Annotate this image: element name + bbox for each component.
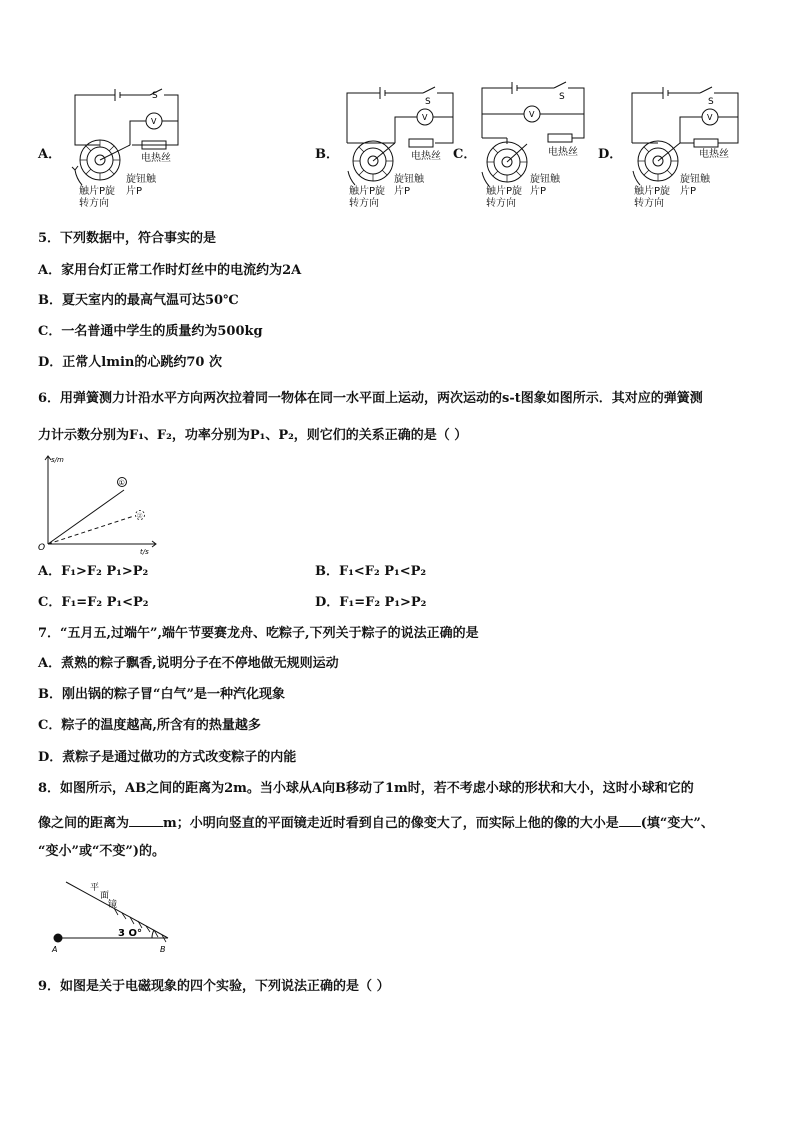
option-c-label: C． [453,147,477,162]
point-b-label: B [160,945,166,954]
knob-label-b-1: 旋钮触 [394,174,424,185]
svg-text:S: S [425,97,431,107]
heater-label-c: 电热丝 [548,147,578,158]
rotate-label-b-1: 触片P旋 [349,186,386,197]
heater-label-d: 电热丝 [699,149,729,160]
q7-option-d: D．煮粽子是通过做功的方式改变粽子的内能 [38,750,297,765]
q8-line2-part1: 像之间的距离为 [38,816,130,831]
q7-option-a: A．煮熟的粽子飘香,说明分子在不停地做无规则运动 [38,656,339,671]
q8-line1: 8．如图所示，AB之间的距离为2m。当小球从A向B移动了1m时，若不考虑小球的形状和大小，这时小球和它的 [38,781,694,796]
knob-label-c-2: 片P [530,186,547,197]
svg-text:V: V [529,110,535,119]
knob-label-d-2: 片P [680,186,697,197]
svg-text:S: S [708,97,714,107]
q7-stem: 7．“五月五,过端午”,端午节要赛龙舟、吃粽子,下列关于粽子的说法正确的是 [38,626,479,641]
knob-label-d-1: 旋钮触 [680,174,710,185]
heater-label-a: 电热丝 [141,153,171,164]
q6-stem-line1: 6．用弹簧测力计沿水平方向两次拉着同一物体在同一水平面上运动，两次运动的s-t图象如图所示．其对应的弹簧测 [38,391,703,406]
ball [54,934,63,943]
q5-option-b: B．夏天室内的最高气温可达50℃ [38,293,239,308]
rotate-label-a-2: 转方向 [79,198,109,209]
point-a-label: A [52,945,58,954]
q6-option-b: B．F₁<F₂ P₁<P₂ [315,564,427,579]
svg-text:S: S [152,91,158,101]
heater-label-b: 电热丝 [411,151,441,162]
option-a-label: A． [38,147,62,162]
knob-label-c-1: 旋钮触 [530,174,560,185]
q6-stem-line2: 力计示数分别为F₁、F₂，功率分别为P₁、P₂，则它们的关系正确的是（ ） [38,428,468,443]
q8-blank-distance[interactable] [129,814,163,827]
graph-line-2 [48,516,134,544]
q8-blank-size[interactable] [619,814,641,827]
q7-option-b: B．刚出锅的粽子冒“白气”是一种汽化现象 [38,687,285,702]
q8-line3: “变小”或“不变”)的。 [38,844,166,859]
mirror-text-2: 面 [100,891,110,901]
rotate-label-d-1: 触片P旋 [634,186,671,197]
q8-line2-part2: m；小明向竖直的平面镜走近时看到自己的像变大了，而实际上他的像的大小是 [163,816,619,831]
q6-option-a: A．F₁>F₂ P₁>P₂ [38,564,149,579]
option-b-label: B． [315,147,339,162]
knob-label-a-2: 片P [126,186,143,197]
rotate-label-a-1: 触片P旋 [79,186,116,197]
mirror-text-1: 平 [90,883,100,893]
st-graph [36,452,166,558]
q6-option-c: C．F₁=F₂ P₁<P₂ [38,595,149,610]
knob-label-a-1: 旋钮触 [126,174,156,185]
graph-x-label: t/s [140,548,149,556]
graph-line1-label: ① [118,479,125,487]
q5-option-d: D．正常人lmin的心跳约70 次 [38,355,222,370]
knob-label-b-2: 片P [394,186,411,197]
angle-label: 3 O° [118,928,142,939]
rotate-label-c-2: 转方向 [486,198,516,209]
q7-option-c: C．粽子的温度越高,所含有的热量越多 [38,718,261,733]
q8-line2-part3: (填“变大”、 [640,816,714,831]
graph-origin: O [38,543,46,553]
rotate-label-d-2: 转方向 [634,198,664,209]
q5-option-a: A．家用台灯正常工作时灯丝中的电流约为2A [38,263,302,278]
rotate-label-b-2: 转方向 [349,198,379,209]
graph-line2-label: ② [136,512,143,520]
q6-option-d: D．F₁=F₂ P₁>P₂ [315,595,427,610]
q5-stem: 5．下列数据中，符合事实的是 [38,231,217,246]
graph-y-label: s/m [51,456,64,464]
mirror-text-3: 镜 [108,900,118,910]
svg-text:V: V [707,113,713,122]
svg-text:V: V [422,113,428,122]
option-d-label: D． [598,147,623,162]
q9-stem: 9．如图是关于电磁现象的四个实验，下列说法正确的是（ ） [38,979,390,994]
rotate-label-c-1: 触片P旋 [486,186,523,197]
mirror-figure [44,872,184,958]
q8-line2 [38,814,714,830]
svg-text:S: S [559,92,565,102]
q5-option-c: C．一名普通中学生的质量约为500kg [38,324,263,339]
svg-text:V: V [151,117,157,126]
